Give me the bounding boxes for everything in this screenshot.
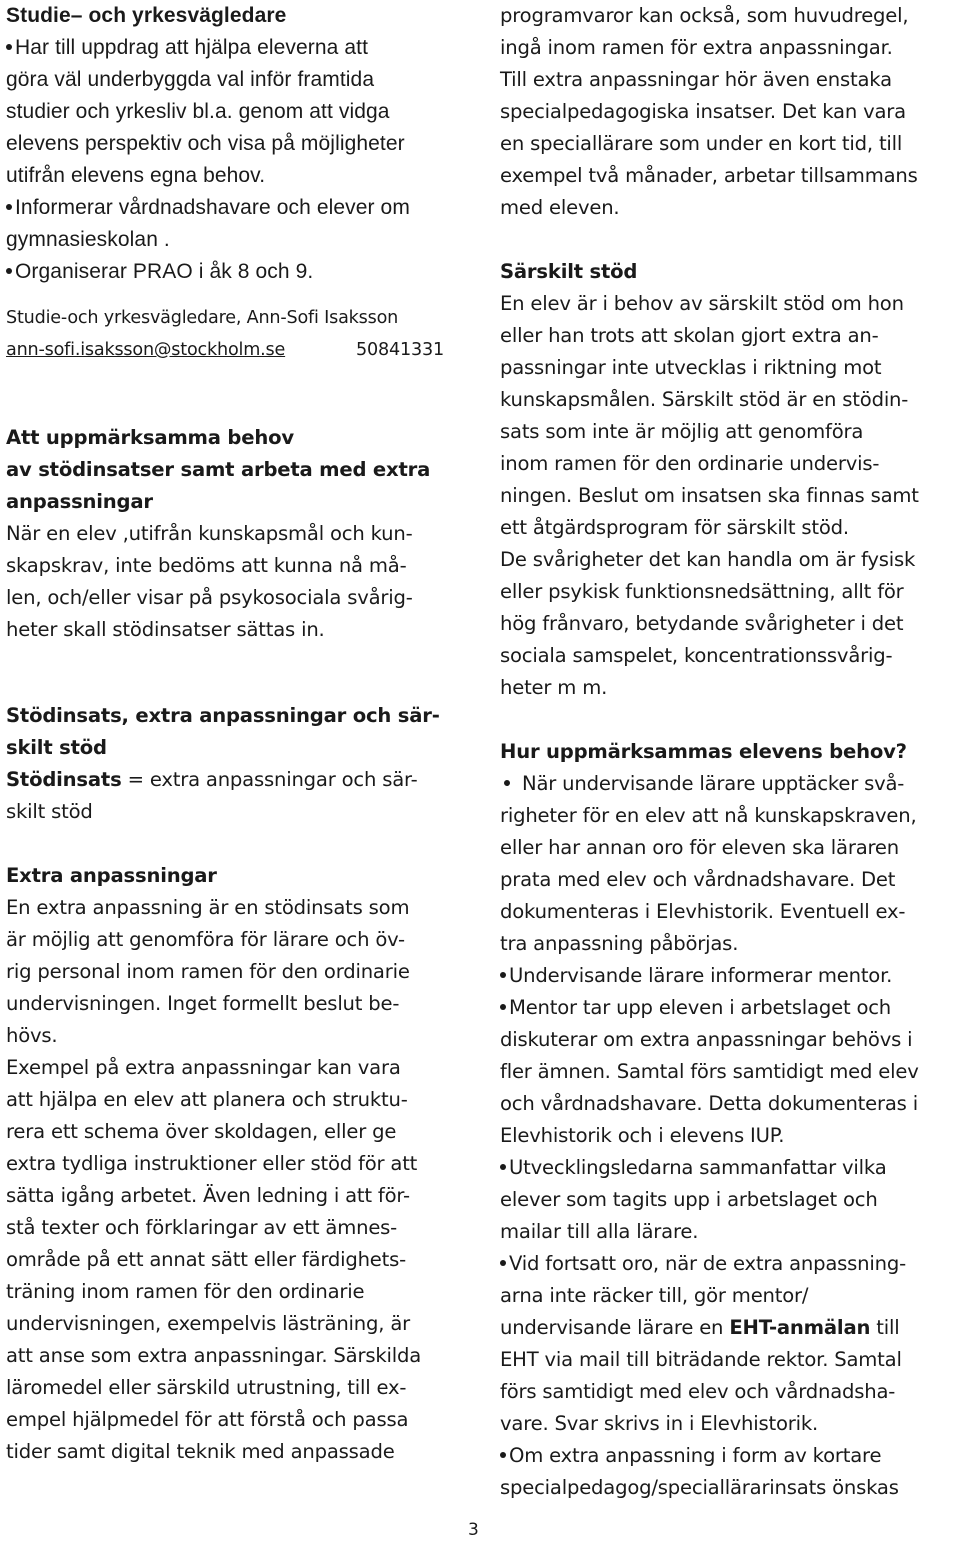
bullet-icon	[6, 44, 12, 50]
contact-email[interactable]: ann-sofi.isaksson@stockholm.se	[6, 340, 286, 360]
definition-stodinsats-cont: skilt stöd	[6, 800, 93, 823]
right-column	[500, 0, 958, 1504]
list-item-cont: vare. Svar skrivs in i Elevhistorik.	[500, 1412, 819, 1435]
list-item-cont: prata med elev och vårdnadshavare. Det	[500, 868, 896, 891]
paragraph-programvaror: programvaror kan också, som huvudregel, ingå inom ramen för extra anpassningar. Till extra anpassningar hör även enstaka specialpedagogiska insatser. Det kan vara en speciallärare som under en kort tid, till exempel två månader, arbetar tillsammans med eleven.	[500, 4, 918, 219]
list-item-cont: dokumenteras i Elevhistorik. Eventuell ex-	[500, 900, 906, 923]
list-item-cont: specialpedagog/speciallärarinsats önskas	[500, 1476, 899, 1499]
list-item: Mentor tar upp eleven i arbetslaget och	[500, 992, 958, 1024]
list-item-cont: diskuterar om extra anpassningar behövs i	[500, 1028, 913, 1051]
bullet-icon	[500, 972, 506, 978]
contact-name: Studie-och yrkesvägledare, Ann-Sofi Isaksson	[6, 308, 399, 328]
list-item-cont: tra anpassning påbörjas.	[500, 932, 739, 955]
list-item-cont: förs samtidigt med elev och vårdnadsha-	[500, 1380, 896, 1403]
list-item: Undervisande lärare informerar mentor.	[500, 960, 958, 992]
bullet-icon	[504, 780, 510, 786]
left-column	[6, 0, 468, 1468]
bullet-icon	[6, 268, 12, 274]
list-item-cont: eller har annan oro för eleven ska läraren	[500, 836, 899, 859]
bullet-icon	[500, 1260, 506, 1266]
list-item-cont: righeter för en elev att nå kunskapskraven,	[500, 804, 917, 827]
list-item-cont: elevens perspektiv och visa på möjligheter	[6, 132, 405, 155]
paragraph-nar-en-elev: När en elev ,utifrån kunskapsmål och kun- skapskrav, inte bedöms att kunna nå må- len, och/eller visar på psykosociala svårig- heter skall stödinsatser sättas in.	[6, 522, 413, 641]
bullet-list-syv	[6, 32, 468, 288]
list-item-cont: undervisande lärare en EHT-anmälan till	[500, 1316, 900, 1339]
list-item: Har till uppdrag att hjälpa eleverna att	[6, 32, 468, 64]
list-item-cont: gymnasieskolan .	[6, 228, 170, 251]
paragraph-extra-anpassningar: En extra anpassning är en stödinsats som är möjlig att genomföra för lärare och öv- rig personal inom ramen för den ordinarie undervisningen. Inget formellt beslut be- hövs. Exempel på extra anpassningar kan vara att hjälpa en elev att planera och struktu- rera ett schema över skoldagen, eller ge extra tydliga instruktioner eller stöd för att sätta igång arbetet. Även ledning i att för- stå texter och förklaringar av ett ämnes- område på ett annat sätt eller färdighets- träning inom ramen för den ordinarie undervisningen, exempelvis lästräning, är att anse som extra anpassningar. Särskilda läromedel eller särskild utrustning, till ex- empel hjälpmedel för att förstå och passa tider samt digital teknik med anpassade	[6, 896, 422, 1463]
contact-phone: 50841331	[356, 340, 444, 360]
list-item-cont: studier och yrkesliv bl.a. genom att vidga	[6, 100, 390, 123]
paragraph-sarskilt-stod: En elev är i behov av särskilt stöd om hon eller han trots att skolan gjort extra an- passningar inte utvecklas i riktning mot kunskapsmålen. Särskilt stöd är en stödin- sats som inte är möjlig att genomföra inom ramen för den ordinarie undervis- ningen. Beslut om insatsen ska finnas samt ett åtgärdsprogram för särskilt stöd. De svårigheter det kan handla om är fysisk eller psykisk funktionsnedsättning, allt för hög frånvaro, betydande svårigheter i det sociala samspelet, koncentrationssvårig- heter m m.	[500, 292, 919, 699]
list-item-cont: Elevhistorik och i elevens IUP.	[500, 1124, 785, 1147]
list-item-cont: elever som tagits upp i arbetslaget och	[500, 1188, 878, 1211]
section-heading-sarskilt-stod: Särskilt stöd	[500, 260, 638, 283]
list-item-cont: mailar till alla lärare.	[500, 1220, 699, 1243]
bullet-icon	[500, 1452, 506, 1458]
section-heading-extra-anpassningar: Extra anpassningar	[6, 864, 217, 887]
list-item-cont: fler ämnen. Samtal förs samtidigt med elev	[500, 1060, 919, 1083]
list-item-cont: göra väl underbyggda val inför framtida	[6, 68, 375, 91]
page-number: 3	[468, 1520, 479, 1540]
list-item-cont: och vårdnadshavare. Detta dokumenteras i	[500, 1092, 918, 1115]
list-item: Organiserar PRAO i åk 8 och 9.	[6, 256, 468, 288]
list-item-cont: arna inte räcker till, gör mentor/	[500, 1284, 809, 1307]
bullet-icon	[500, 1164, 506, 1170]
list-item: Vid fortsatt oro, när de extra anpassning-	[500, 1248, 958, 1280]
heading-studie-och-yrkesvagledare: Studie– och yrkesvägledare	[6, 4, 287, 27]
bullet-icon	[6, 204, 12, 210]
bullet-list-process	[500, 768, 958, 1504]
list-item: Informerar vårdnadshavare och elever om	[6, 192, 468, 224]
section-heading-uppmarksamma: Att uppmärksamma behov av stödinsatser samt arbeta med extra anpassningar	[6, 426, 431, 513]
definition-stodinsats: Stödinsats = extra anpassningar och sär-	[6, 768, 418, 791]
list-item: När undervisande lärare upptäcker svå-	[500, 768, 958, 800]
contact-row	[6, 334, 468, 366]
section-heading-hur-uppmarksammas: Hur uppmärksammas elevens behov?	[500, 740, 907, 763]
list-item-cont: EHT via mail till biträdande rektor. Samtal	[500, 1348, 902, 1371]
eht-anmalan-term: EHT-anmälan	[729, 1316, 871, 1339]
list-item: Om extra anpassning i form av kortare	[500, 1440, 958, 1472]
section-heading-stodinsats: Stödinsats, extra anpassningar och sär- skilt stöd	[6, 704, 440, 759]
list-item: Utvecklingsledarna sammanfattar vilka	[500, 1152, 958, 1184]
bullet-icon	[500, 1004, 506, 1010]
list-item-cont: utifrån elevens egna behov.	[6, 164, 266, 187]
